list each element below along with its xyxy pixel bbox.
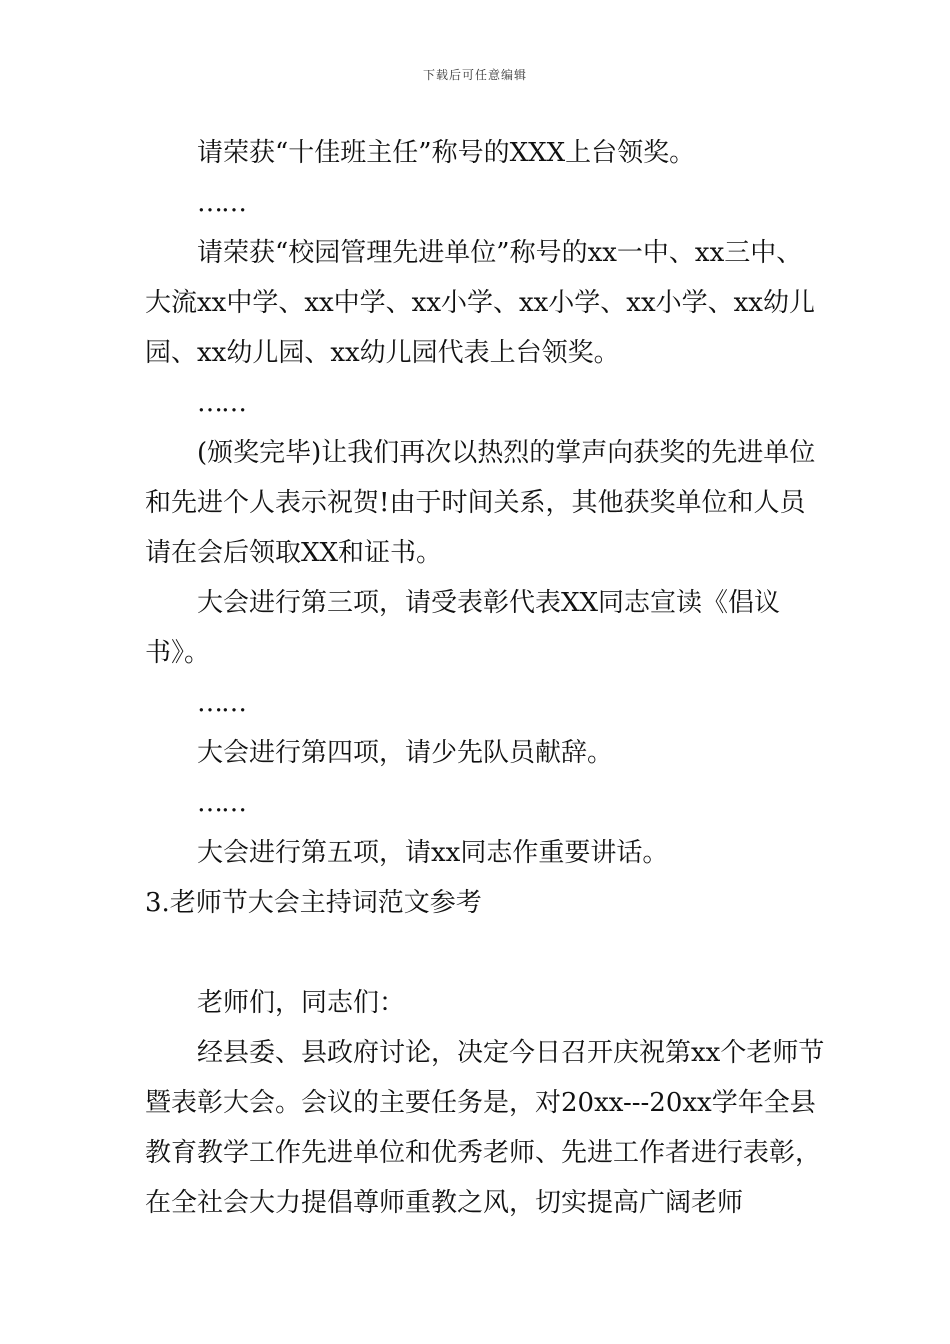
paragraph-item-five: 大会进行第五项，请xx同志作重要讲话。 bbox=[197, 838, 669, 868]
document-body bbox=[145, 128, 825, 1228]
paragraph-item-three: 大会进行第三项，请受表彰代表XX同志宣读《倡议书》。 bbox=[145, 588, 781, 668]
paragraph-award-campus-units: 请荣获“校园管理先进单位”称号的xx一中、xx三中、大流xx中学、xx中学、xx小学、xx小学、xx小学、xx幼儿园、xx幼儿园、xx幼儿园代表上台领奖。 bbox=[145, 238, 815, 368]
blank-line bbox=[145, 928, 825, 978]
paragraph-award-complete: (颁奖完毕)让我们再次以热烈的掌声向获奖的先进单位和先进个人表示祝贺!由于时间关系，其他获奖单位和人员请在会后领取XX和证书。 bbox=[145, 438, 816, 568]
paragraph-award-head-teacher: 请荣获“十佳班主任”称号的XXX上台领奖。 bbox=[197, 138, 696, 168]
ellipsis-1: …… bbox=[197, 188, 245, 218]
header-note: 下载后可任意编辑 bbox=[422, 68, 527, 82]
section-title: 3.老师节大会主持词范文参考 bbox=[145, 888, 482, 918]
paragraph-item-four: 大会进行第四项，请少先队员献辞。 bbox=[197, 738, 614, 768]
ellipsis-2: …… bbox=[197, 388, 245, 418]
paragraph-greeting: 老师们，同志们： bbox=[197, 988, 406, 1018]
paragraph-meeting-purpose: 经县委、县政府讨论，决定今日召开庆祝第xx个老师节暨表彰大会。会议的主要任务是，对20xx---20xx学年全县教育教学工作先进单位和优秀老师、先进工作者进行表彰，在全社会大力提倡尊师重教之风，切实提高广阔老师 bbox=[145, 1038, 825, 1218]
ellipsis-3: …… bbox=[197, 688, 245, 718]
ellipsis-4: …… bbox=[197, 788, 245, 818]
